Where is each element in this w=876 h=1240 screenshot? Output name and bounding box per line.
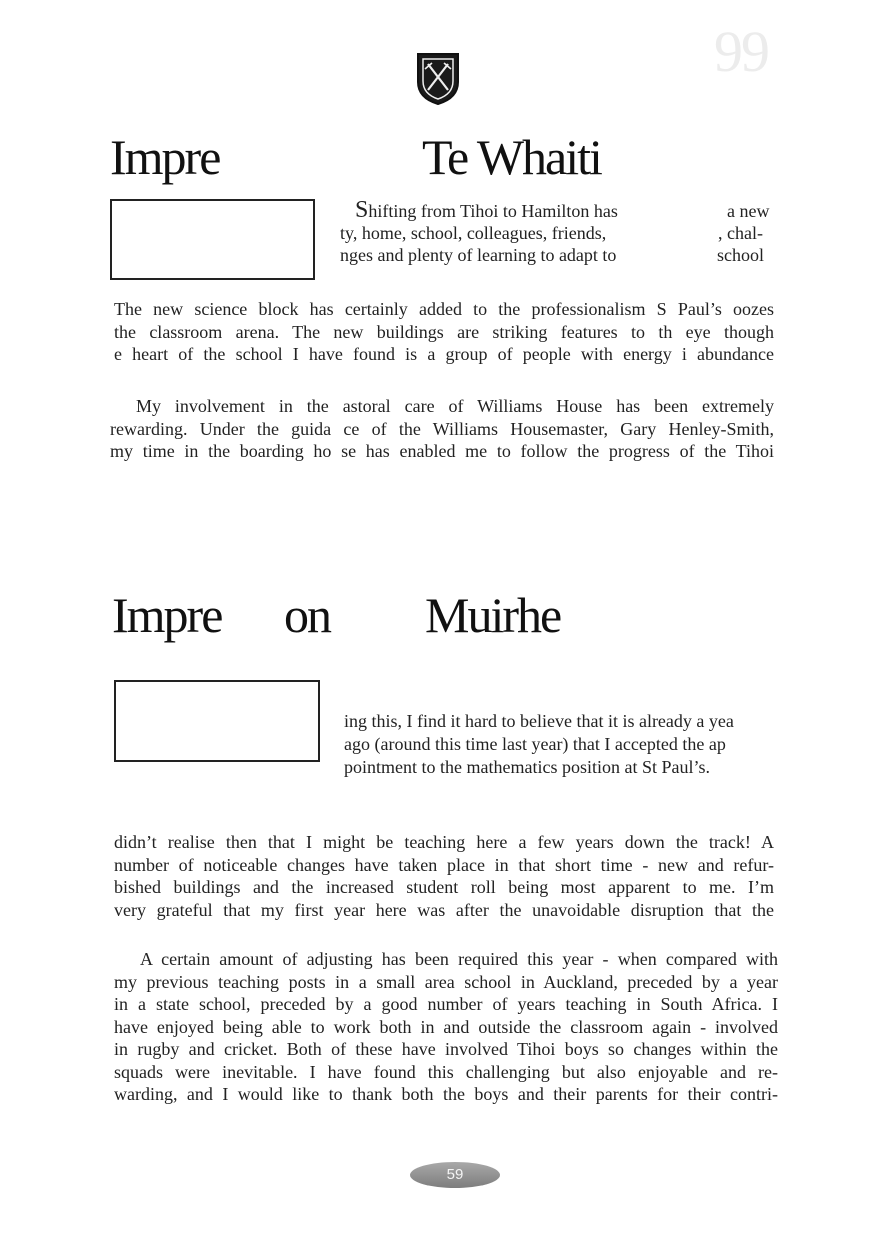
- article-1-title: [110, 129, 630, 185]
- article-1-intro-line-3a: nges and plenty of learning to adapt to: [340, 245, 617, 265]
- text-line: my previous teaching posts in a small area school in Auckland, preceded by a year: [114, 971, 778, 992]
- text-line: warding, and I would like to thank both the boys and their parents for their contri-: [114, 1084, 778, 1104]
- text-line: My involvement in the astoral care of Williams House has been extremely: [136, 396, 774, 416]
- text-line: squads were inevitable. I have found this challenging but also enjoyable and re-: [114, 1061, 778, 1082]
- text-line: rewarding. Under the guida ce of the Williams Housemaster, Gary Henley-Smith,: [110, 418, 774, 439]
- text-line: The new science block has certainly added to the professionalism S Paul’s oozes: [114, 299, 774, 319]
- text-line: in rugby and cricket. Both of these have involved Tihoi boys so changes within the: [114, 1039, 778, 1059]
- article-1-intro-line-2a: ty, home, school, colleagues, friends,: [340, 223, 607, 243]
- text-line: the classroom arena. The new buildings are striking features to th eye though: [114, 321, 774, 342]
- article-1-intro-line-2b: , chal-: [718, 223, 763, 243]
- article-2-intro-line-1: ing this, I find it hard to believe that it is already a yea: [344, 711, 734, 731]
- page-number-badge: 59: [410, 1162, 500, 1188]
- article-2-title-mid: on: [284, 587, 330, 643]
- article-1-title-left: Impre: [110, 129, 220, 185]
- article-1-title-right: Te Whaiti: [422, 129, 601, 185]
- article-2-paragraph-1: [114, 831, 774, 921]
- text-line: number of noticeable changes have taken place in that short time - new and refur-: [114, 854, 774, 875]
- article-1-photo-frame: [110, 199, 315, 280]
- article-2-title-left: Impre: [112, 587, 222, 643]
- text-line: very grateful that my first year here was after the unavoidable disruption that the: [114, 899, 774, 920]
- article-1-intro-line-1b: a new: [727, 201, 770, 221]
- text-line: didn’t realise then that I might be teaching here a few years down the track! A: [114, 832, 774, 852]
- article-2-intro-line-3: pointment to the mathematics position at St Paul’s.: [344, 757, 710, 777]
- article-1-intro-line-1a: Shifting from Tihoi to Hamilton has: [355, 197, 618, 223]
- text-line: my time in the boarding ho se has enabled me to follow the progress of the Tihoi: [110, 441, 774, 461]
- school-crest-icon: [416, 52, 460, 106]
- article-2-title-right: Muirhe: [425, 587, 561, 643]
- text-line: e heart of the school I have found is a group of people with energy i abundance: [114, 344, 774, 364]
- article-2-paragraph-2: [114, 948, 778, 1106]
- article-1-paragraph-2: [110, 395, 774, 463]
- article-2-intro-line-2: ago (around this time last year) that I accepted the ap: [344, 734, 726, 754]
- year-watermark: 99: [714, 19, 768, 84]
- text-line: A certain amount of adjusting has been required this year - when compared with: [140, 949, 778, 969]
- article-2-title: [112, 587, 592, 643]
- article-2-photo-frame: [114, 680, 320, 762]
- article-1-paragraph-1: [114, 298, 774, 366]
- article-1-intro-line-3b: school: [717, 245, 764, 265]
- text-line: have enjoyed being able to work both in and outside the classroom again - involved: [114, 1016, 778, 1037]
- text-line: in a state school, preceded by a good number of years teaching in South Africa. I: [114, 994, 778, 1014]
- text-line: bished buildings and the increased student roll being most apparent to me. I’m: [114, 877, 774, 897]
